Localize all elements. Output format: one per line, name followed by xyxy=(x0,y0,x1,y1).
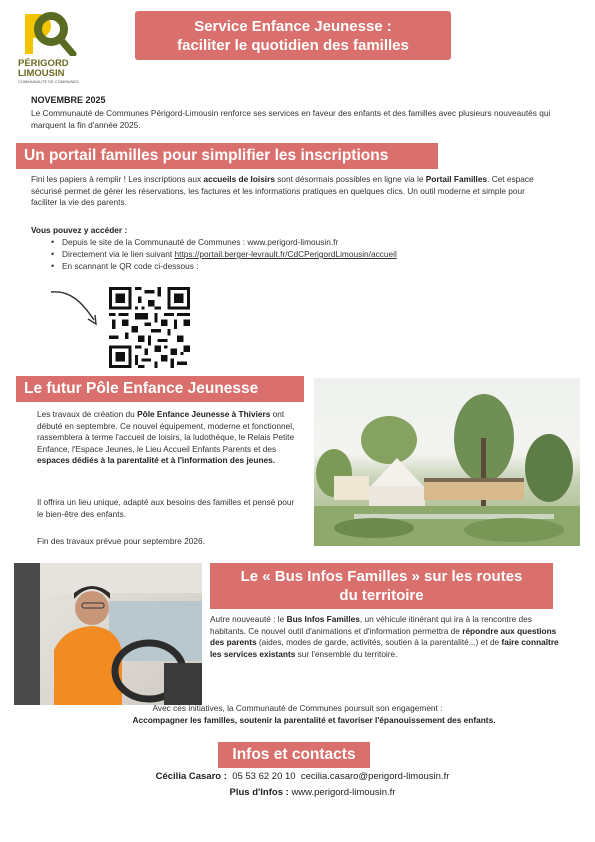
curved-arrow-icon xyxy=(48,288,104,330)
pole-paragraph-3: Fin des travaux prévue pour septembre 2026. xyxy=(37,536,205,546)
qr-code[interactable] xyxy=(108,287,191,368)
closing-line-2: Accompagner les familles, soutenir la parentalité et favoriser l'épanouissement des enfants. xyxy=(132,715,496,725)
section-heading-portail: Un portail familles pour simplifier les inscriptions xyxy=(16,143,438,169)
access-title: Vous pouvez y accéder : xyxy=(31,225,128,235)
intro-paragraph: Le Communauté de Communes Périgord-Limousin renforce ses services en faveur des enfants et des familles avec plusieurs nouveautés qui marquent la fin d'année 2025. xyxy=(31,108,551,130)
pole-paragraph-2: Il offrira un lieu unique, adapté aux besoins des familles et pensé pour le bien-être des enfants. xyxy=(37,497,295,519)
website-link[interactable]: www.perigord-limousin.fr xyxy=(291,787,396,798)
page-title-line1: Service Enfance Jeunesse : xyxy=(194,17,392,35)
date-label: NOVEMBRE 2025 xyxy=(31,95,106,105)
contact-email[interactable]: cecilia.casaro@perigord-limousin.fr xyxy=(300,771,450,782)
list-item: • Depuis le site de la Communauté de Communes : www.perigord-limousin.fr xyxy=(31,236,551,248)
logo-line1: PÉRIGORD xyxy=(18,58,69,69)
page-title-line2: faciliter le quotidien des familles xyxy=(177,36,409,54)
more-info-line xyxy=(0,787,595,798)
contact-phone[interactable]: 05 53 62 20 10 xyxy=(232,771,296,782)
bus-paragraph: Autre nouveauté : le Bus Infos Familles, un véhicule itinérant qui ira à la rencontre des habitants. Ce nouvel outil d'animations et d'information permettra de répondre aux questions des parents (aides, modes de garde, activités, soutien à la parentalité...) et de faire connaître les services existants sur l'ensemble du territoire. xyxy=(210,614,559,659)
contact-name: Cécilia Casaro : xyxy=(155,771,227,782)
access-list xyxy=(31,236,551,272)
bus-heading-line1: Le « Bus Infos Familles » sur les routes xyxy=(240,568,523,585)
logo-mark-icon xyxy=(21,12,77,56)
section-heading-bus xyxy=(210,563,553,609)
section-heading-contacts: Infos et contacts xyxy=(218,742,370,768)
bus-heading-line2: du territoire xyxy=(339,587,424,604)
pole-paragraph-1: Les travaux de création du Pôle Enfance Jeunesse à Thiviers ont débuté en septembre. Ce nouvel équipement, moderne et fonctionnel, rassemblera à terme l'accueil de loisirs, la ludothèque, le Relais Petite Enfance, l'Espace Jeunes, le Lieu Accueil Enfants Parents et des espaces dédiés à la parentalité et à l'information des jeunes. xyxy=(37,409,295,465)
closing-line-1: Avec ces initiatives, la Communauté de Communes poursuit son engagement : xyxy=(152,703,443,713)
list-item: • Directement via le lien suivant https://portail.berger-levrault.fr/CdCPerigordLimousin/accueil xyxy=(31,248,551,260)
bus-driver-photo xyxy=(14,563,202,705)
page-title-banner xyxy=(135,11,451,60)
portail-paragraph: Fini les papiers à remplir ! Les inscriptions aux accueils de loisirs sont désormais possibles en ligne via le Portail Familles. Cet espace sécurisé permet de gérer les réservations, les factures et les informations pratiques en quelques clics. Un outil moderne et simple pour faciliter la vie des parents. xyxy=(31,174,534,207)
list-item: • En scannant le QR code ci-dessous : xyxy=(31,260,551,272)
contact-line xyxy=(0,771,595,782)
portail-link[interactable]: https://portail.berger-levrault.fr/CdCPerigordLimousin/accueil xyxy=(174,249,397,259)
logo-sub: COMMUNAUTÉ DE COMMUNES xyxy=(18,79,79,84)
section-heading-pole: Le futur Pôle Enfance Jeunesse xyxy=(16,376,304,402)
building-rendering-image xyxy=(314,378,580,546)
logo xyxy=(18,12,80,84)
logo-line2: LIMOUSIN xyxy=(18,68,65,79)
more-info-label: Plus d'Infos : xyxy=(229,787,289,798)
